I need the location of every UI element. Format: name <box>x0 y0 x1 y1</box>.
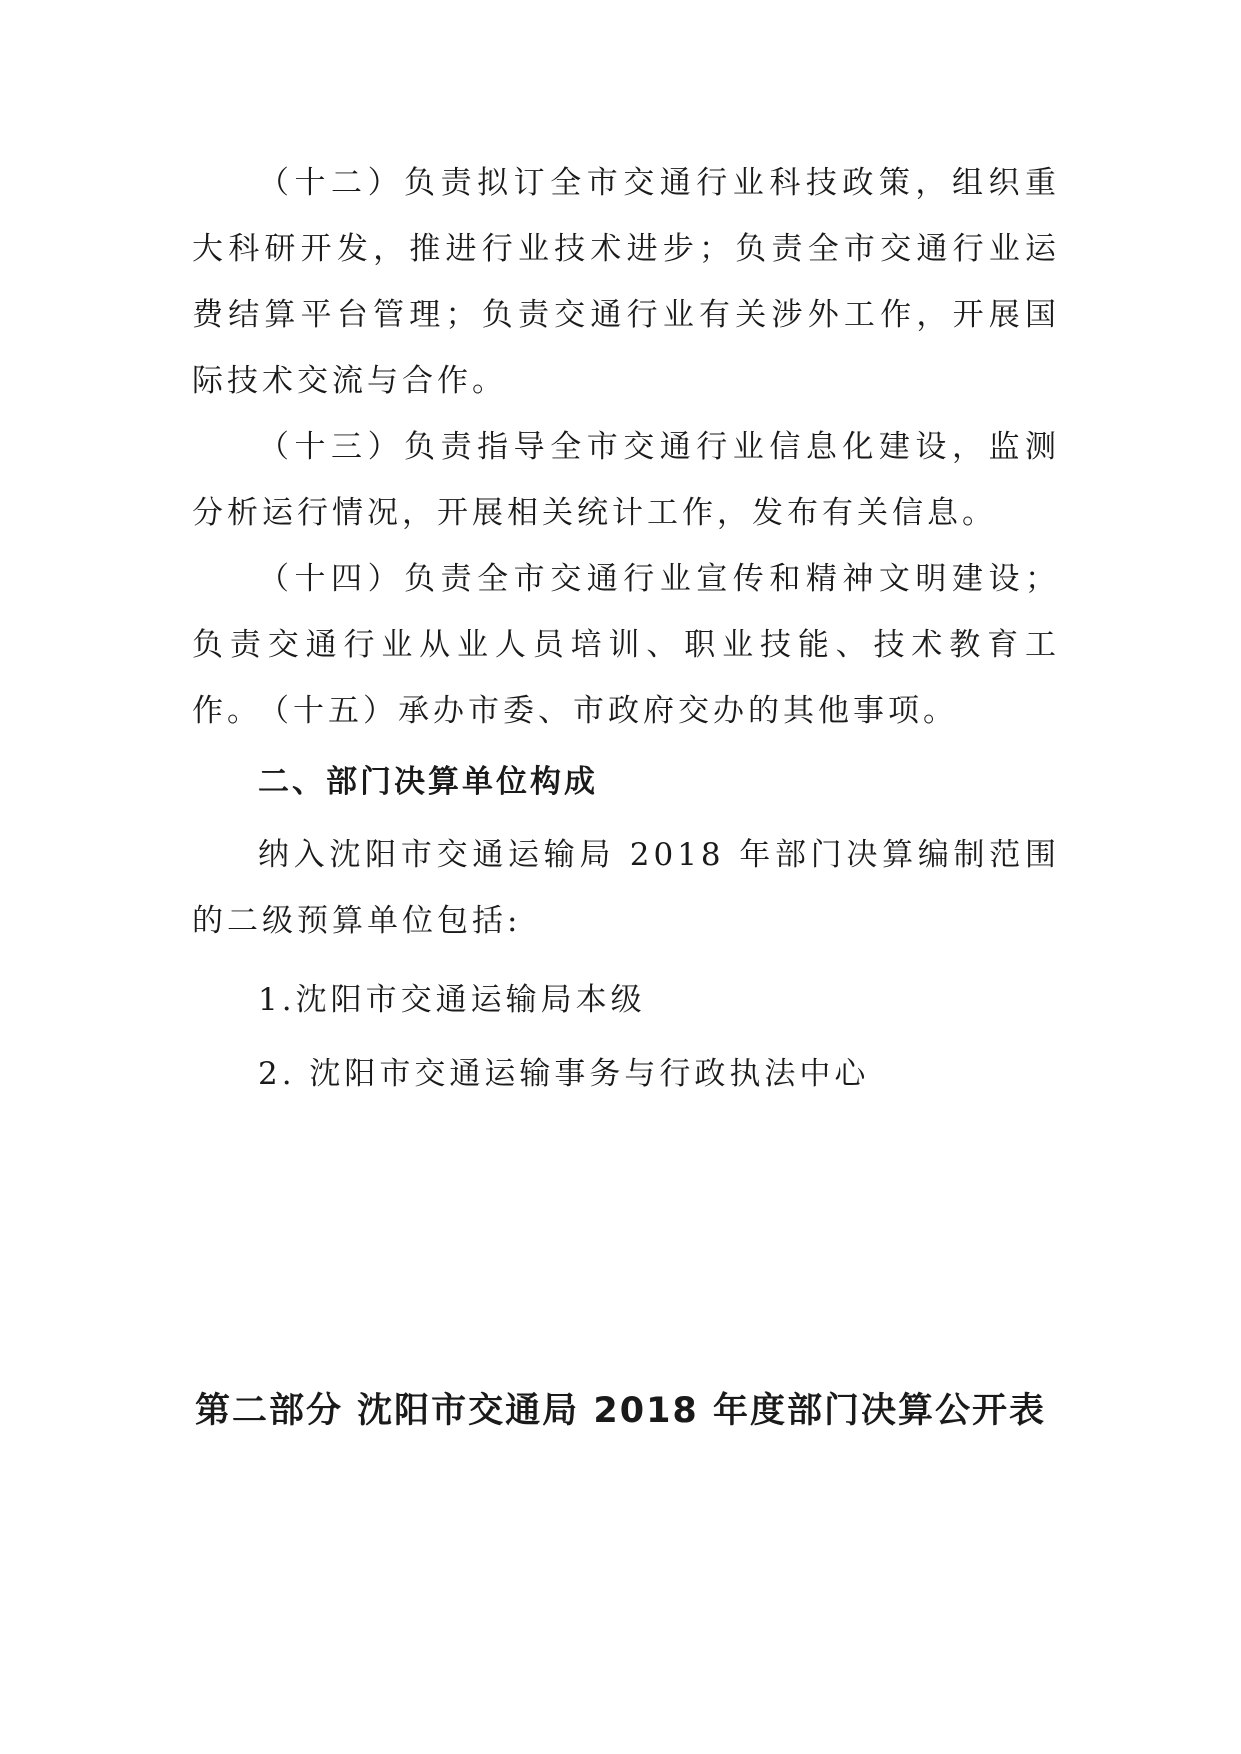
section-intro: 纳入沈阳市交通运输局 2018 年部门决算编制范围的二级预算单位包括: <box>192 837 1060 939</box>
list-item-2: 2. 沈阳市交通运输事务与行政执法中心 <box>258 1056 870 1092</box>
paragraph-13-block <box>192 414 1060 546</box>
list-item-1: 1.沈阳市交通运输局本级 <box>258 982 646 1018</box>
part-two-title: 第二部分 沈阳市交通局 2018 年度部门决算公开表 <box>195 1391 1046 1431</box>
paragraph-15-block <box>192 678 1060 744</box>
section-heading: 二、部门决算单位构成 <box>258 764 598 800</box>
paragraph-13: （十三）负责指导全市交通行业信息化建设，监测分析运行情况，开展相关统计工作，发布有关信息。 <box>192 429 1060 531</box>
paragraph-14: （十四）负责全市交通行业宣传和精神文明建设；负责交通行业从业人员培训、职业技能、技术教育工作。 <box>192 561 1060 729</box>
paragraph-15: （十五）承办市委、市政府交办的其他事项。 <box>258 693 958 729</box>
section-intro-block <box>192 822 1060 954</box>
paragraph-12-block <box>192 150 1060 414</box>
paragraph-12: （十二）负责拟订全市交通行业科技政策，组织重大科研开发，推进行业技术进步；负责全市交通行业运费结算平台管理；负责交通行业有关涉外工作，开展国际技术交流与合作。 <box>192 165 1060 399</box>
